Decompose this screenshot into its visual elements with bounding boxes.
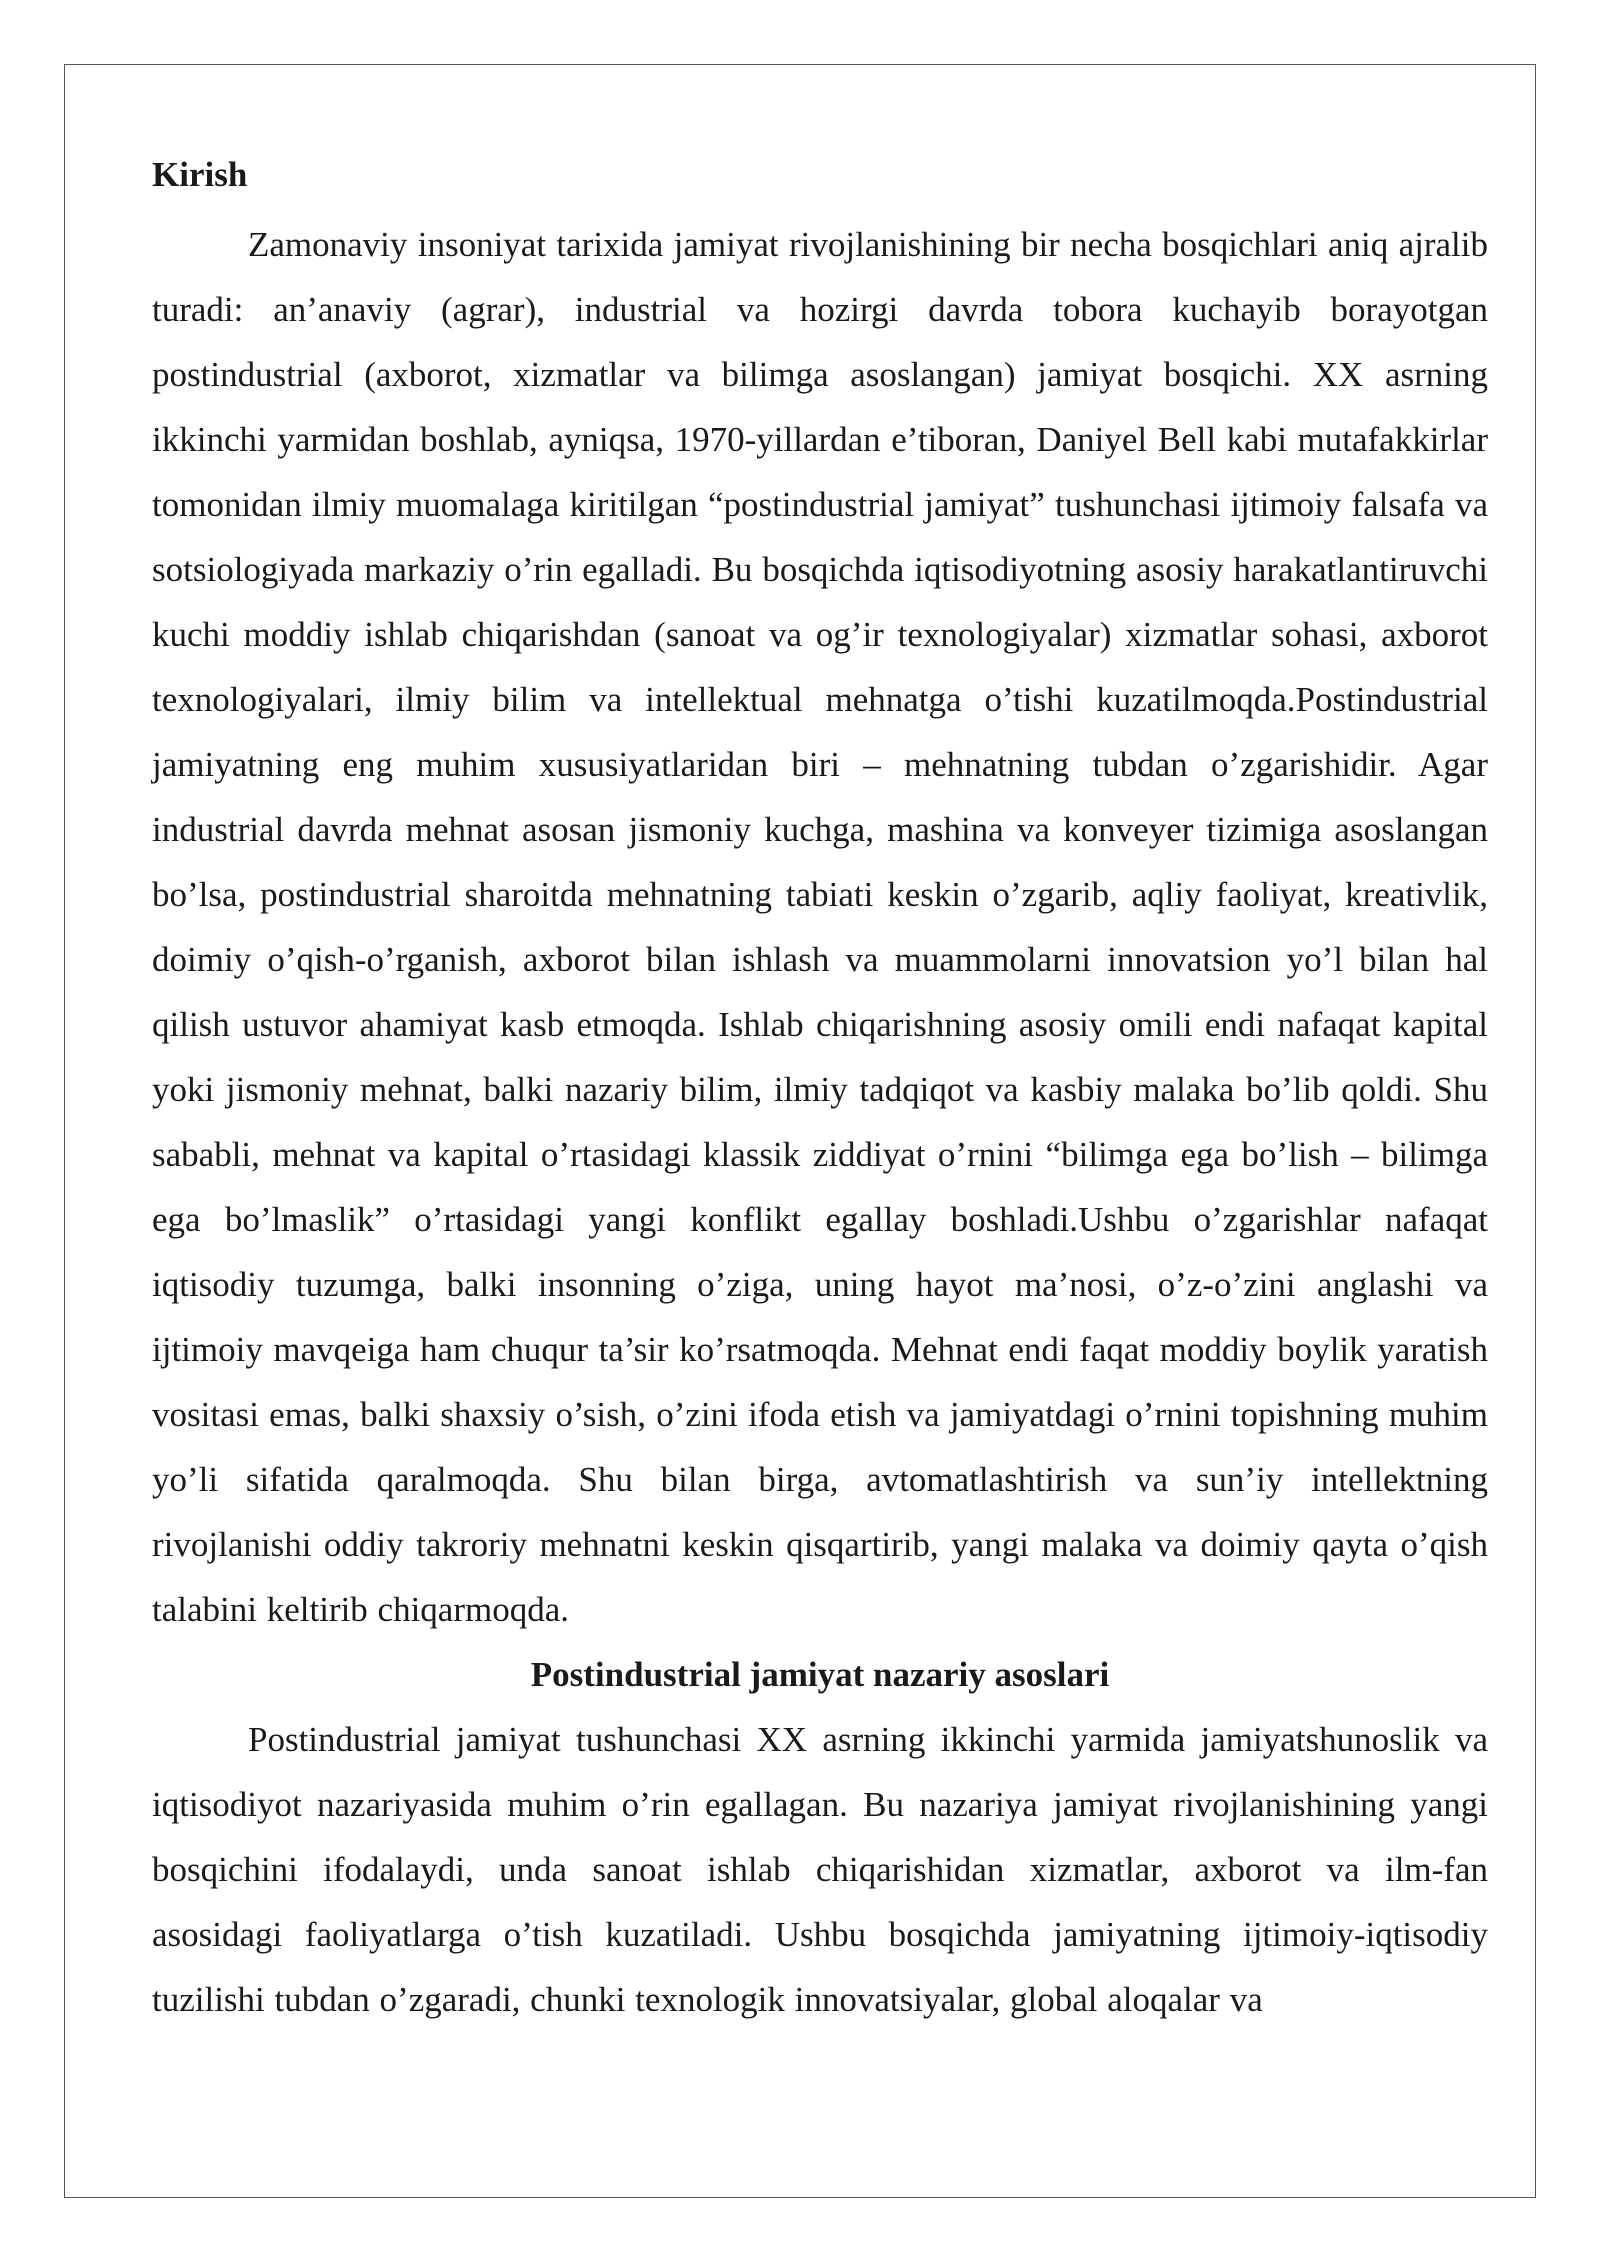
section-paragraph: Postindustrial jamiyat tushunchasi XX asrning ikkinchi yarmida jamiyatshunoslik va iqtisodiyot nazariyasida muhim o’rin egallagan. Bu nazariya jamiyat rivojlanishining yangi bosqichini ifodalaydi, unda sanoat ishlab chiqarishidan xizmatlar, axborot va ilm-fan asosidagi faoliyatlarga o’tish kuzatiladi. Ushbu bosqichda jamiyatning ijtimoiy-iqtisodiy tuzilishi tubdan o’zgaradi, chunki texnologik innovatsiyalar, global aloqalar va [152,1720,1488,2019]
document-body [152,148,1488,2032]
intro-heading: Kirish [152,155,248,194]
section-heading: Postindustrial jamiyat nazariy asoslari [530,1655,1110,1694]
intro-paragraph: Zamonaviy insoniyat tarixida jamiyat rivojlanishining bir necha bosqichlari aniq ajralib turadi: an’anaviy (agrar), industrial va hozirgi davrda tobora kuchayib borayotgan postindustrial (axborot, xizmatlar va bilimga asoslangan) jamiyat bosqichi. XX asrning ikkinchi yarmidan boshlab, ayniqsa, 1970-yillardan e’tiboran, Daniyel Bell kabi mutafakkirlar tomonidan ilmiy muomalaga kiritilgan “postindustrial jamiyat” tushunchasi ijtimoiy falsafa va sotsiologiyada markaziy o’rin egalladi. Bu bosqichda iqtisodiyotning asosiy harakatlantiruvchi kuchi moddiy ishlab chiqarishdan (sanoat va og’ir texnologiyalar) xizmatlar sohasi, axborot texnologiyalari, ilmiy bilim va intellektual mehnatga o’tishi kuzatilmoqda.Postindustrial jamiyatning eng muhim xususiyatlaridan biri – mehnatning tubdan o’zgarishidir. Agar industrial davrda mehnat asosan jismoniy kuchga, mashina va konveyer tizimiga asoslangan bo’lsa, postindustrial sharoitda mehnatning tabiati keskin o’zgarib, aqliy faoliyat, kreativlik, doimiy o’qish-o’rganish, axborot bilan ishlash va muammolarni innovatsion yo’l bilan hal qilish ustuvor ahamiyat kasb etmoqda. Ishlab chiqarishning asosiy omili endi nafaqat kapital yoki jismoniy mehnat, balki nazariy bilim, ilmiy tadqiqot va kasbiy malaka bo’lib qoldi. Shu sababli, mehnat va kapital o’rtasidagi klassik ziddiyat o’rnini “bilimga ega bo’lish – bilimga ega bo’lmaslik” o’rtasidagi yangi konflikt egallay boshladi.Ushbu o’zgarishlar nafaqat iqtisodiy tuzumga, balki insonning o’ziga, uning hayot ma’nosi, o’z-o’zini anglashi va ijtimoiy mavqeiga ham chuqur ta’sir ko’rsatmoqda. Mehnat endi faqat moddiy boylik yaratish vositasi emas, balki shaxsiy o’sish, o’zini ifoda etish va jamiyatdagi o’rnini topishning muhim yo’li sifatida qaralmoqda. Shu bilan birga, avtomatlashtirish va sun’iy intellektning rivojlanishi oddiy takroriy mehnatni keskin qisqartirib, yangi malaka va doimiy qayta o’qish talabini keltirib chiqarmoqda. [152,225,1488,1629]
